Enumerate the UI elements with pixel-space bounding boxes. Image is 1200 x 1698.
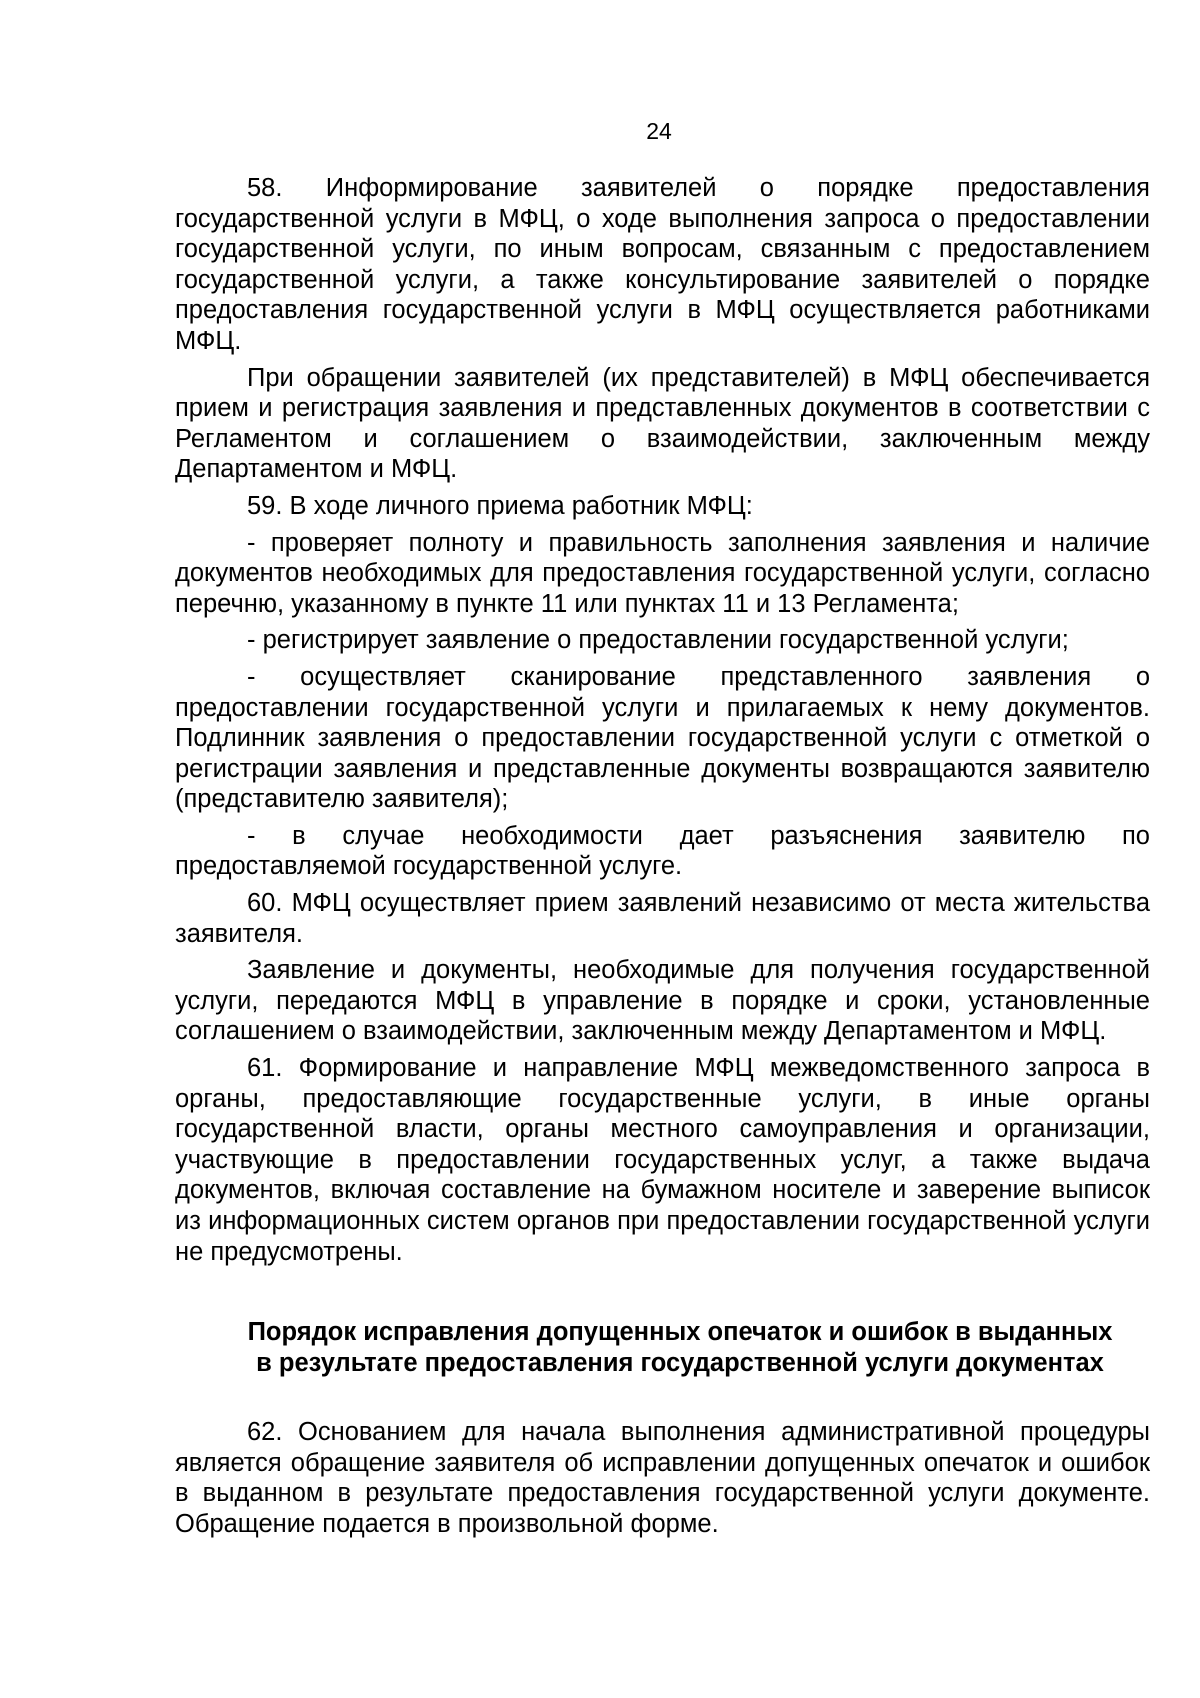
paragraph-60: 60. МФЦ осуществляет прием заявлений независимо от места жительства заявителя. [175,889,1150,948]
section-heading-line-2: в результате предоставления государственной услуги документах [256,1349,1104,1378]
list-item-check-documents: - проверяет полноту и правильность заполнения заявления и наличие документов необходимых для предоставления государственной услуги, согласно перечню, указанному в пункте 11 или пунктах 11 и 13 Регламента; [175,528,1150,618]
paragraph-documents-transfer: Заявление и документы, необходимые для получения государственной услуги, передаются МФЦ в управление в порядке и сроки, установленные соглашением о взаимодействии, заключенным между Департаментом и МФЦ. [175,956,1150,1046]
paragraph-61: 61. Формирование и направление МФЦ межведомственного запроса в органы, предоставляющие государственные услуги, в иные органы государственной власти, органы местного самоуправления и организации, участвующие в предоставлении государственных услуг, а также выдача документов, включая составление на бумажном носителе и заверение выписок из информационных систем органов при предоставлении государственной услуги не предусмотрены. [175,1054,1150,1266]
paragraph-62: 62. Основанием для начала выполнения административной процедуры является обращение заявителя об исправлении допущенных опечаток и ошибок в выданном в результате предоставления государственной услуги документе. Обращение подается в произвольной форме. [175,1418,1150,1538]
document-body [175,173,1150,1546]
section-heading-line-1: Порядок исправления допущенных опечаток и ошибок в выданных [247,1318,1113,1347]
list-item-scan-application: - осуществляет сканирование представленного заявления о предоставлении государственной услуги и прилагаемых к нему документов. Подлинник заявления о предоставлении государственной услуги с отметкой о регистрации заявления и представленные документы возвращаются заявителю (представителю заявителя); [175,662,1150,814]
paragraph-58: 58. Информирование заявителей о порядке предоставления государственной услуги в МФЦ, о ходе выполнения запроса о предоставлении государственной услуги, по иным вопросам, связанным с предоставлением государственной услуги, а также консультирование заявителей о порядке предоставления государственной услуги в МФЦ осуществляется работниками МФЦ. [175,174,1150,355]
paragraph-59: 59. В ходе личного приема работник МФЦ: [247,491,753,520]
page-number: 24 [646,118,672,144]
section-heading [175,1317,1150,1379]
paragraph-mfc-reception: При обращении заявителей (их представителей) в МФЦ обеспечивается прием и регистрация заявления и представленных документов в соответствии с Регламентом и соглашением о взаимодействии, заключенным между Департаментом и МФЦ. [175,363,1150,484]
list-item-register-application: - регистрирует заявление о предоставлении государственной услуги; [247,626,1069,655]
list-item-explanations: - в случае необходимости дает разъяснения заявителю по предоставляемой государственной услуге. [175,821,1150,881]
